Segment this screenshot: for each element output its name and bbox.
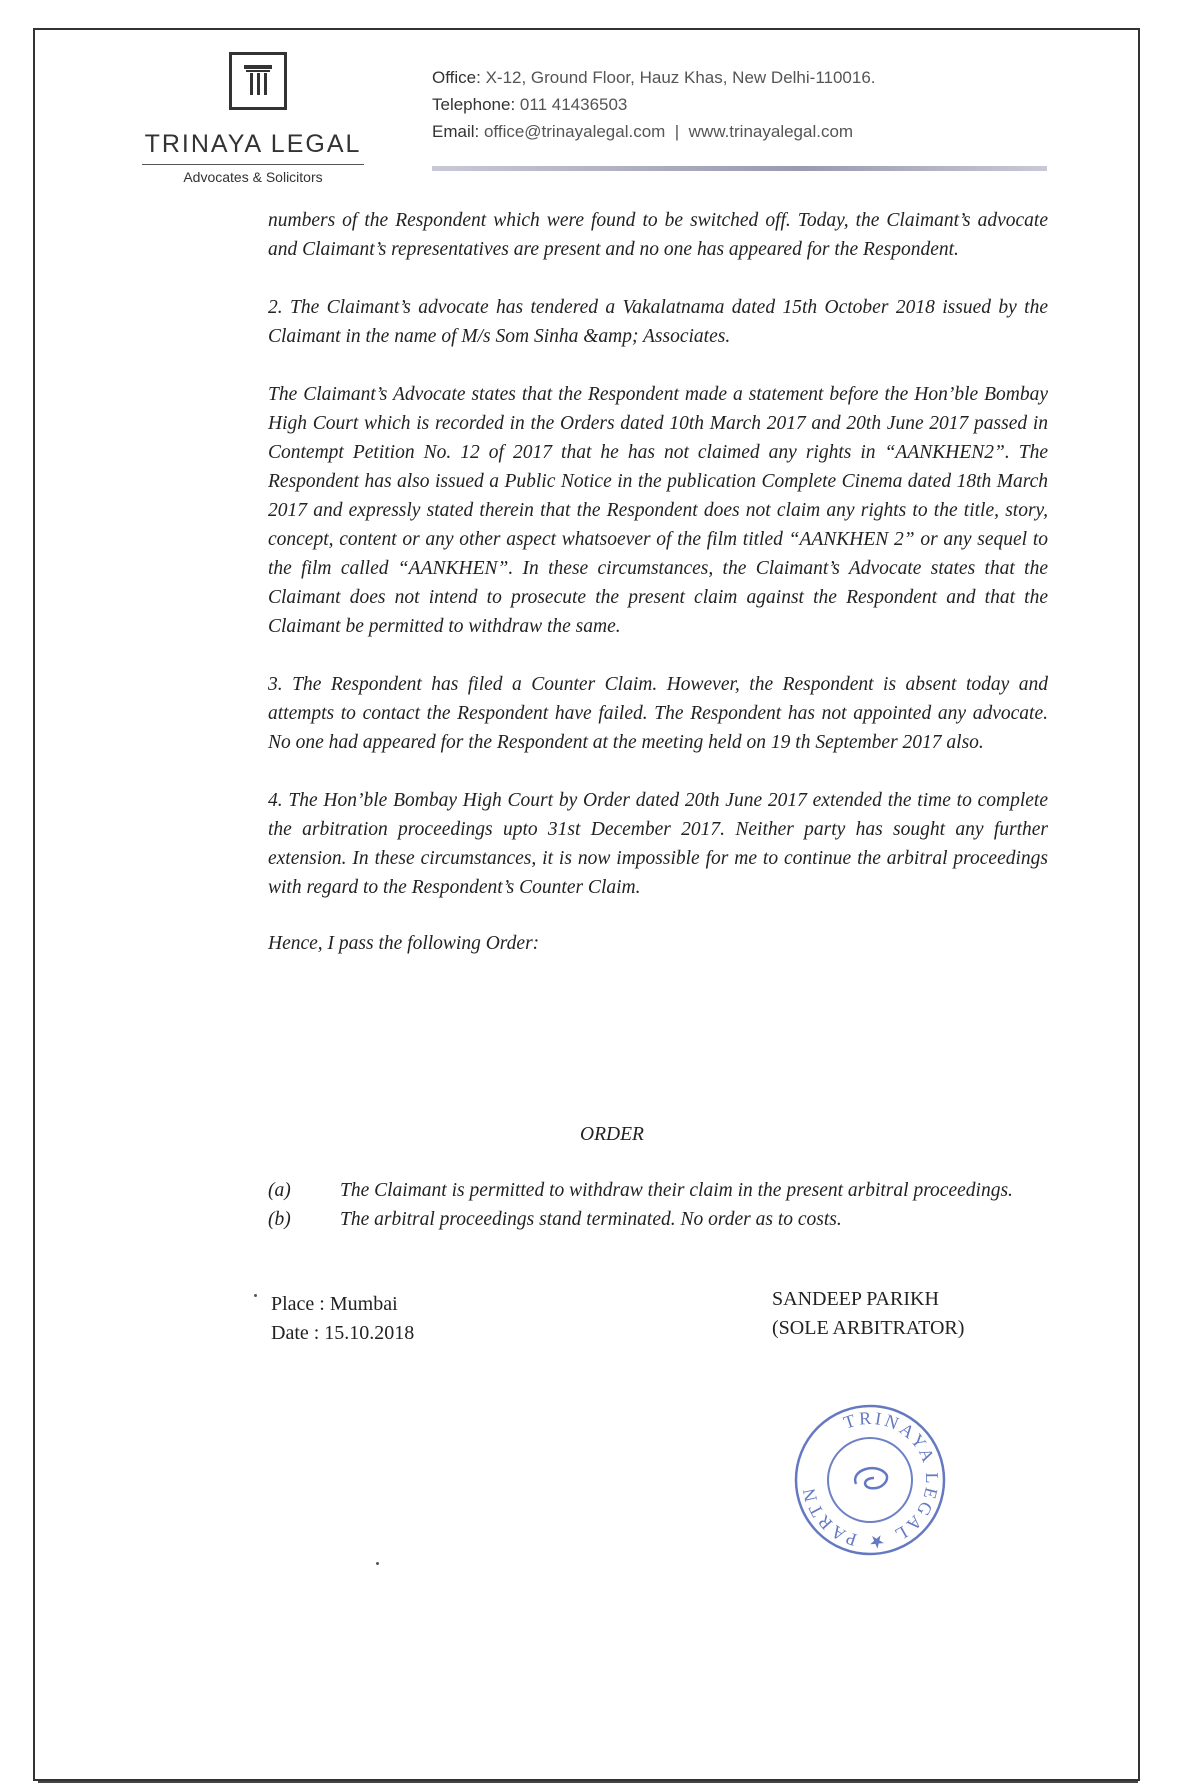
telephone-label: Telephone:: [432, 95, 516, 114]
signatory-block: [772, 1285, 964, 1343]
email-label: Email:: [432, 122, 480, 141]
order-item-letter: (a): [268, 1180, 291, 1201]
firm-name: TRINAYA LEGAL: [144, 130, 362, 158]
signatory-title: (SOLE ARBITRATOR): [772, 1317, 965, 1339]
office-address: X-12, Ground Floor, Hauz Khas, New Delhi-110016.: [485, 68, 876, 87]
order-item: [268, 1205, 1048, 1234]
firm-stamp: [790, 1400, 950, 1560]
firm-logo: [128, 52, 378, 185]
order-item-letter: (b): [268, 1209, 291, 1230]
separator: |: [674, 122, 680, 141]
paragraph-3: The Claimant’s Advocate states that the Respondent made a statement before the Hon’ble Bombay High Court which is recorded in the Orders dated 10th March 2017 and 20th June 2017 passed in Contempt Petition No. 12 of 2017 that he has not claimed any rights in “AANKHEN2”. The Respondent has also issued a Public Notice in the publication Complete Cinema dated 18th March 2017 and expressly stated therein that the Respondent does not claim any rights to the title, story, concept, content or any other aspect whatsoever of the film titled “AANKHEN 2” or any sequel to the film called “AANKHEN”. In these circumstances, the Claimant’s Advocate states that the Claimant does not intend to prosecute the present claim against the Respondent and that the Claimant be permitted to withdraw the same.: [268, 384, 1048, 637]
order-item-text: The Claimant is permitted to withdraw their claim in the present arbitral proceedings.: [340, 1180, 1013, 1201]
telephone-line: [432, 91, 876, 118]
telephone-number: 011 41436503: [519, 95, 628, 114]
paragraph-6: Hence, I pass the following Order:: [268, 933, 540, 954]
website-link[interactable]: www.trinayalegal.com: [688, 122, 854, 141]
paragraph-4: 3. The Respondent has filed a Counter Claim. However, the Respondent is absent today and attempts to contact the Respondent have failed. The Respondent has not appointed any advocate. No one had appeared for the Respondent at the meeting held on 19 th September 2017 also.: [268, 674, 1048, 753]
pillar-logo-icon: [229, 52, 287, 110]
paragraph-1: numbers of the Respondent which were found to be switched off. Today, the Claimant’s advocate and Claimant’s representatives are present and no one has appeared for the Respondent.: [268, 210, 1048, 260]
office-label: Office:: [432, 68, 481, 87]
place-date-block: [271, 1290, 414, 1348]
stamp-text: TRINAYA LEGAL ★ PARTN: [797, 1407, 943, 1553]
header-rule: [432, 166, 1047, 171]
order-items: [268, 1176, 1048, 1234]
scan-mark: [376, 1562, 379, 1565]
paragraph-2: 2. The Claimant’s advocate has tendered a Vakalatnama dated 15th October 2018 issued by the Claimant in the name of M/s Som Sinha &amp; Associates.: [268, 297, 1048, 347]
divider: [142, 164, 364, 165]
order-heading: ORDER: [580, 1124, 644, 1145]
paragraph-5: 4. The Hon’ble Bombay High Court by Order dated 20th June 2017 extended the time to complete the arbitration proceedings upto 31st December 2017. Neither party has sought any further extension. In these circumstances, it is now impossible for me to continue the arbitral proceedings with regard to the Respondent’s Counter Claim.: [268, 790, 1048, 898]
office-line: [432, 64, 876, 91]
email-address[interactable]: office@trinayalegal.com: [483, 122, 666, 141]
order-body: [268, 206, 1048, 987]
date: Date : 15.10.2018: [271, 1322, 415, 1344]
signatory-name: SANDEEP PARIKH: [772, 1288, 939, 1310]
place: Place : Mumbai: [271, 1293, 398, 1315]
contact-block: [432, 64, 876, 145]
order-item-text: The arbitral proceedings stand terminated. No order as to costs.: [340, 1209, 842, 1230]
scan-mark: [254, 1294, 257, 1297]
email-line: [432, 118, 876, 145]
firm-tagline: Advocates & Solicitors: [183, 169, 323, 185]
order-item: [268, 1176, 1048, 1205]
svg-text:TRINAYA LEGAL ★ PARTNER ★: [790, 1400, 942, 1553]
